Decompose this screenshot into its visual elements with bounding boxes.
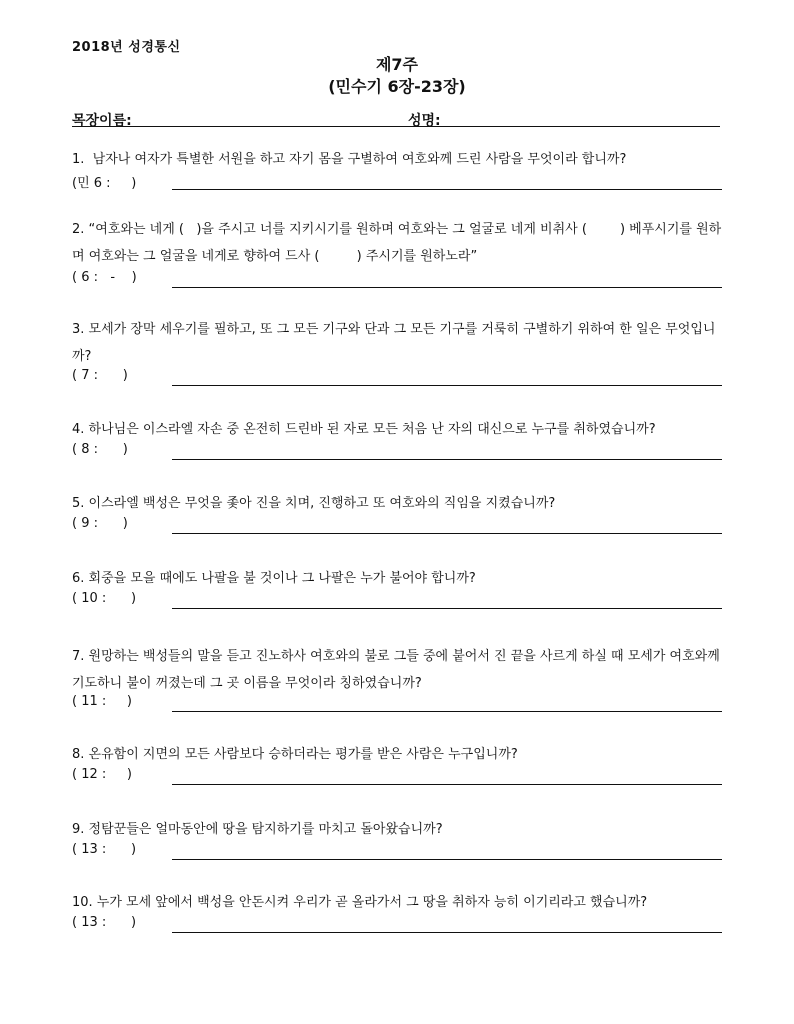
answer-line[interactable]	[172, 189, 722, 190]
question-7	[72, 643, 732, 697]
answer-row-2	[72, 270, 722, 290]
answer-line[interactable]	[172, 608, 722, 609]
verse-ref: ( 10 : )	[72, 591, 137, 606]
question-9	[72, 816, 732, 843]
answer-row-1	[72, 172, 722, 192]
verse-ref: ( 11 : )	[72, 694, 132, 709]
question-text: 4. 하나님은 이스라엘 자손 중 온전히 드린바 된 자로 모든 처음 난 자의 대신으로 누구를 취하였습니까?	[72, 422, 656, 437]
answer-row-4	[72, 442, 722, 462]
page-subtitle: (민수기 6장-23장)	[328, 77, 466, 96]
verse-ref: ( 12 : )	[72, 767, 132, 782]
answer-line[interactable]	[172, 385, 722, 386]
verse-ref: ( 8 : )	[72, 442, 128, 457]
question-text: 2. “여호와는 네게 ( )을 주시고 너를 지키시기를 원하며 여호와는 그 얼굴로 네게 비취사 ( ) 베푸시기를 원하며 여호와는 그 얼굴을 네게로 향하여 드사 ( ) 주시기를 원하노라”	[72, 222, 722, 264]
question-5	[72, 490, 732, 517]
question-text: 1. 남자나 여자가 특별한 서원을 하고 자기 몸을 구별하여 여호와께 드린 사람을 무엇이라 합니까?	[72, 152, 627, 167]
answer-line[interactable]	[172, 533, 722, 534]
answer-row-9	[72, 842, 722, 862]
answer-line[interactable]	[172, 287, 722, 288]
page-title: 제7주	[375, 55, 419, 74]
answer-row-3	[72, 368, 722, 388]
name-label: 성명:	[408, 113, 441, 129]
question-10	[72, 889, 732, 916]
answer-line[interactable]	[172, 932, 722, 933]
question-text: 9. 정탐꾼들은 얼마동안에 땅을 탐지하기를 마치고 돌아왔습니까?	[72, 822, 443, 837]
name-field-line[interactable]	[72, 126, 720, 127]
header-org: 2018년 성경통신	[72, 40, 181, 55]
question-6	[72, 565, 732, 592]
answer-row-8	[72, 767, 722, 787]
answer-line[interactable]	[172, 711, 722, 712]
group-name-label: 목장이름:	[72, 113, 132, 129]
verse-ref: (민 6 : )	[72, 176, 137, 191]
question-text: 7. 원망하는 백성들의 말을 듣고 진노하사 여호와의 불로 그들 중에 붙어서 진 끝을 사르게 하실 때 모세가 여호와께 기도하니 불이 꺼졌는데 그 곳 이름을 무엇이라 칭하였습니까?	[72, 649, 724, 691]
question-text: 3. 모세가 장막 세우기를 필하고, 또 그 모든 기구와 단과 그 모든 기구를 거룩히 구별하기 위하여 한 일은 무엇입니까?	[72, 322, 716, 364]
verse-ref: ( 13 : )	[72, 842, 137, 857]
question-text: 6. 회중을 모을 때에도 나팔을 불 것이나 그 나팔은 누가 불어야 합니까?	[72, 571, 476, 586]
question-3	[72, 316, 732, 370]
question-1	[72, 146, 732, 173]
answer-row-5	[72, 516, 722, 536]
answer-row-7	[72, 694, 722, 714]
question-2	[72, 216, 732, 270]
question-text: 10. 누가 모세 앞에서 백성을 안돈시켜 우리가 곧 올라가서 그 땅을 취하자 능히 이기리라고 했습니까?	[72, 895, 648, 910]
verse-ref: ( 13 : )	[72, 915, 137, 930]
verse-ref: ( 6 : - )	[72, 270, 137, 285]
question-8	[72, 741, 732, 768]
verse-ref: ( 7 : )	[72, 368, 128, 383]
question-text: 8. 온유함이 지면의 모든 사람보다 승하더라는 평가를 받은 사람은 누구입니까?	[72, 747, 518, 762]
answer-line[interactable]	[172, 859, 722, 860]
answer-row-10	[72, 915, 722, 935]
question-text: 5. 이스라엘 백성은 무엇을 좇아 진을 치며, 진행하고 또 여호와의 직임을 지켰습니까?	[72, 496, 556, 511]
verse-ref: ( 9 : )	[72, 516, 128, 531]
question-4	[72, 416, 732, 443]
answer-row-6	[72, 591, 722, 611]
answer-line[interactable]	[172, 784, 722, 785]
answer-line[interactable]	[172, 459, 722, 460]
